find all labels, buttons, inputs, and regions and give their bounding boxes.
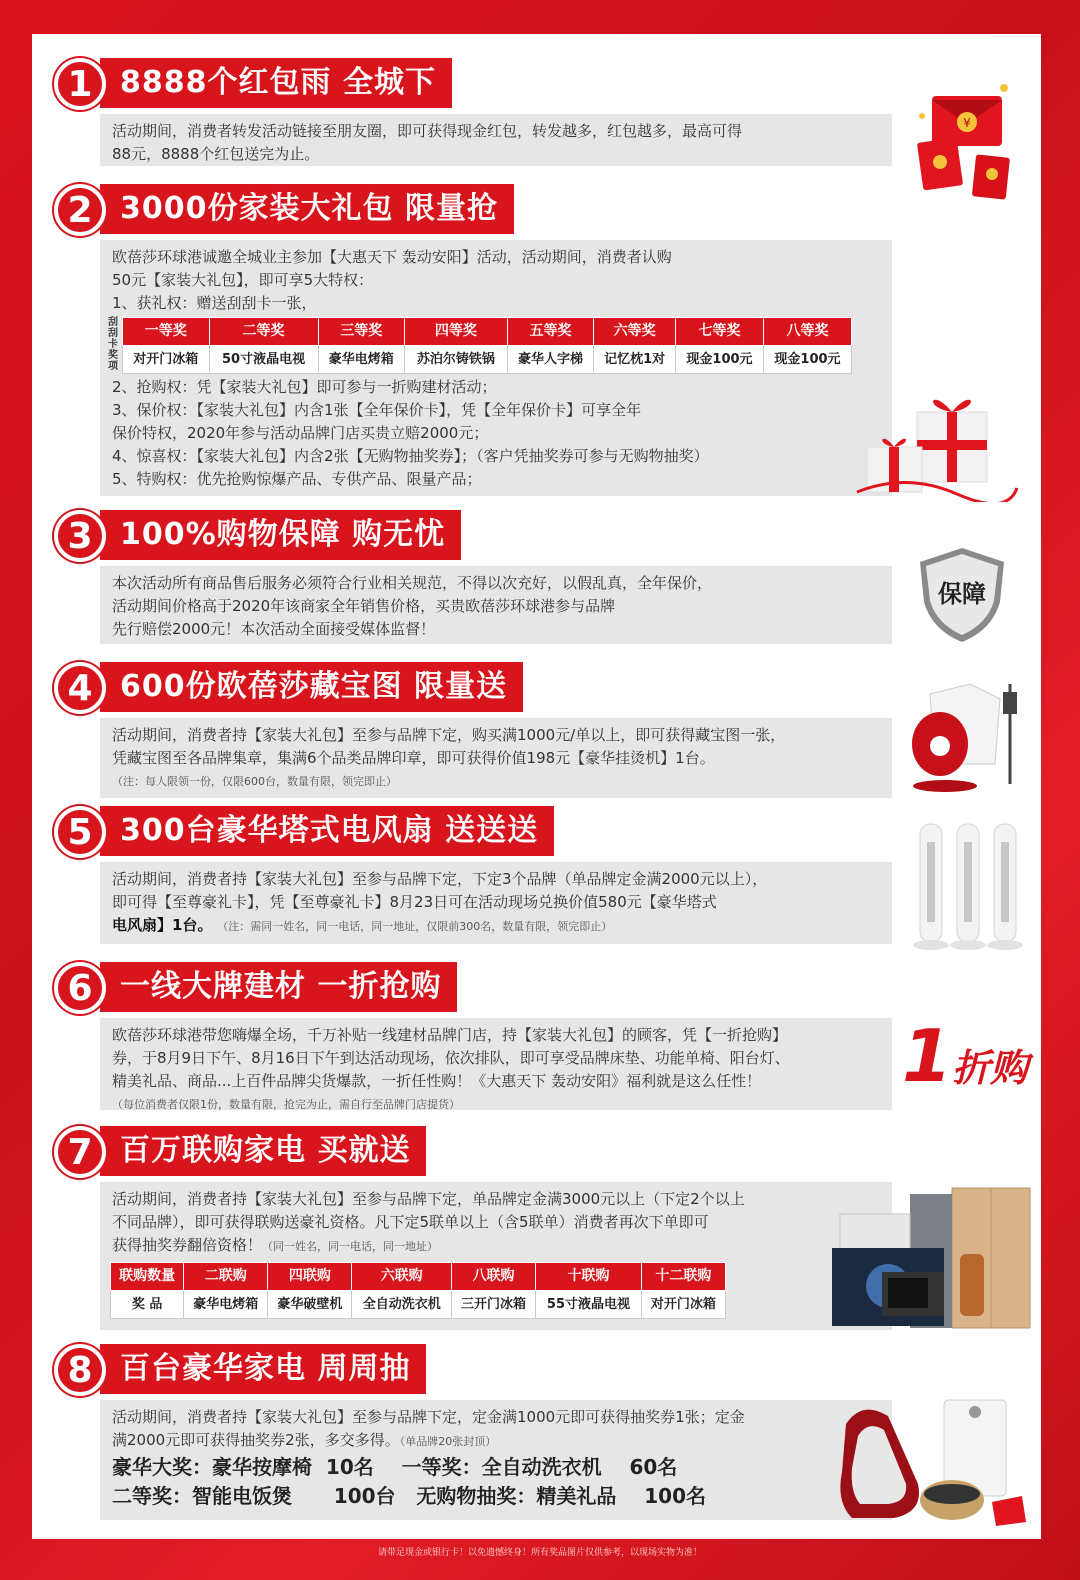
- prize-header: 六等奖: [594, 318, 676, 346]
- section-body: [100, 1400, 892, 1520]
- body-note: （每位消费者仅限1份，数量有限，抢完为止，需自行至品牌门店提货）: [112, 1098, 460, 1111]
- body-line: 5、特购权：优先抢购惊爆产品、专供产品、限量产品；: [112, 470, 482, 488]
- section-title: 8888个红包雨 全城下: [100, 58, 452, 108]
- scratch-prize-table: [122, 317, 852, 374]
- prize-item: 对开门冰箱: [123, 346, 210, 374]
- body-line: 活动期间，消费者转发活动链接至朋友圈，即可获得现金红包，转发越多，红包越多，最高可得: [112, 122, 743, 140]
- red-envelope-icon: [912, 76, 1022, 206]
- prize-line: 二等奖：智能电饭煲 100台 无购物抽奖：精美礼品 100名: [112, 1484, 707, 1508]
- body-line: 2、抢购权：凭【家装大礼包】即可参与一折购建材活动；: [112, 378, 497, 396]
- massage-chair-icon: [832, 1392, 1032, 1532]
- body-line: 欧蓓莎环球港带您嗨爆全场，千万补贴一线建材品牌门店，持【家装大礼包】的顾客，凭【一折抢购】: [112, 1026, 788, 1044]
- svg-text:¥: ¥: [963, 116, 971, 130]
- prize-item: 苏泊尔铸铁锅: [405, 346, 508, 374]
- body-line: 3、保价权：【家装大礼包】内含1张【全年保价卡】，凭【全年保价卡】可享全年: [112, 401, 642, 419]
- table-header: 联购数量: [111, 1263, 184, 1291]
- table-cell: 奖 品: [111, 1291, 184, 1319]
- section-body: [100, 1182, 892, 1330]
- table-cell: 三开门冰箱: [452, 1291, 536, 1319]
- section-number: 5: [54, 806, 106, 858]
- prize-header: 八等奖: [763, 318, 851, 346]
- body-note: （注：需同一姓名，同一电话，同一地址，仅限前300名，数量有限，领完即止）: [217, 920, 613, 933]
- section-title: 3000份家装大礼包 限量抢: [100, 184, 514, 234]
- section-body: [100, 240, 892, 496]
- body-text: 电风扇】1台。: [112, 916, 213, 934]
- section-number: 2: [54, 184, 106, 236]
- footer-notice: 请带足现金或银行卡！以免遗憾终身！所有奖品图片仅供参考，以现场实物为准！: [377, 1548, 702, 1558]
- prize-item: 豪华电烤箱: [318, 346, 405, 374]
- section-title: 百万联购家电 买就送: [100, 1126, 426, 1176]
- discount-stamp-number: 1: [902, 1014, 953, 1098]
- prize-header: 三等奖: [318, 318, 405, 346]
- content-panel: [32, 34, 1041, 1539]
- shield-label: 保障: [938, 580, 986, 608]
- body-line: 凭藏宝图至各品牌集章，集满6个品类品牌印章，即可获得价值198元【豪华挂烫机】1台。: [112, 749, 715, 767]
- table-cell: 55寸液晶电视: [536, 1291, 642, 1319]
- section-number: 1: [54, 58, 106, 110]
- body-line: 88元，8888个红包送完为止。: [112, 145, 320, 163]
- body-line: 即可得【至尊豪礼卡】，凭【至尊豪礼卡】8月23日可在活动现场兑换价值580元【豪华塔式: [112, 893, 717, 911]
- body-line: 保价特权，2020年参与活动品牌门店买贵立赔2000元；: [112, 424, 489, 442]
- section-title: 100%购物保障 购无忧: [100, 510, 461, 560]
- body-line: [112, 1429, 880, 1453]
- prize-header: 四等奖: [405, 318, 508, 346]
- body-line: 4、惊喜权：【家装大礼包】内含2张【无购物抽奖券】；（客户凭抽奖券可参与无购物抽奖）: [112, 447, 709, 465]
- body-line: 活动期间，消费者持【家装大礼包】至参与品牌下定，定金满1000元即可获得抽奖券1张；定金: [112, 1408, 745, 1426]
- body-line: 活动期间价格高于2020年该商家全年销售价格，买贵欧蓓莎环球港参与品牌: [112, 597, 616, 615]
- table-header: 四联购: [268, 1263, 352, 1291]
- section-title: 600份欧蓓莎藏宝图 限量送: [100, 662, 523, 712]
- body-note: （单品牌20张封顶）: [399, 1435, 497, 1448]
- table-cell: 对开门冰箱: [641, 1291, 725, 1319]
- home-appliances-icon: [832, 1184, 1032, 1334]
- body-line: 不同品牌），即可获得联购送豪礼资格。凡下定5联单以上（含5联单）消费者再次下单即可: [112, 1213, 709, 1231]
- body-line: 券，于8月9日下午、8月16日下午到达活动现场，依次排队，即可享受品牌床垫、功能单椅、阳台灯、: [112, 1049, 790, 1067]
- prize-header: 二等奖: [209, 318, 318, 346]
- section-number: 8: [54, 1344, 106, 1396]
- section-body: [100, 566, 892, 644]
- prize-header: 七等奖: [676, 318, 764, 346]
- prize-item: 50寸液晶电视: [209, 346, 318, 374]
- table-cell: 全自动洗衣机: [352, 1291, 452, 1319]
- section-body: [100, 718, 892, 798]
- table-header: 十二联购: [641, 1263, 725, 1291]
- body-line: 活动期间，消费者持【家装大礼包】至参与品牌下定，单品牌定金满3000元以上（下定2个以上: [112, 1190, 745, 1208]
- prize-header: 一等奖: [123, 318, 210, 346]
- body-note: （注：每人限领一份，仅限600台，数量有限，领完即止）: [112, 775, 397, 788]
- body-line: 精美礼品、商品...上百件品牌尖货爆款，一折任性购！《大惠天下 轰动安阳》福利就是这么任性！: [112, 1072, 762, 1090]
- table-header: 六联购: [352, 1263, 452, 1291]
- body-line: [112, 914, 880, 938]
- prize-header: 五等奖: [507, 318, 594, 346]
- body-line: 活动期间，消费者持【家装大礼包】至参与品牌下定，购买满1000元/单以上，即可获得藏宝图一张，: [112, 726, 786, 744]
- body-line: 本次活动所有商品售后服务必须符合行业相关规范，不得以次充好，以假乱真，全年保价，: [112, 574, 713, 592]
- body-text: 满2000元即可获得抽奖券2张，多交多得。: [112, 1431, 400, 1449]
- table-header: 八联购: [452, 1263, 536, 1291]
- table-header: 二联购: [184, 1263, 268, 1291]
- table-header: 十联购: [536, 1263, 642, 1291]
- body-line: [112, 1234, 880, 1258]
- scratch-card-label: 刮刮卡奖项: [108, 317, 118, 372]
- prize-item: 记忆枕1对: [594, 346, 676, 374]
- body-line: 欧蓓莎环球港诚邀全城业主参加【大惠天下 轰动安阳】活动，活动期间，消费者认购: [112, 248, 672, 266]
- body-text: 获得抽奖券翻倍资格！: [112, 1236, 263, 1254]
- prize-line: 豪华大奖：豪华按摩椅 10名 一等奖：全自动洗衣机 60名: [112, 1455, 678, 1479]
- prize-item: 豪华人字梯: [507, 346, 594, 374]
- section-body: [100, 1018, 892, 1110]
- body-line: 50元【家装大礼包】，即可享5大特权：: [112, 271, 374, 289]
- gift-box-icon: [847, 372, 1022, 502]
- section-number: 3: [54, 510, 106, 562]
- section-number: 7: [54, 1126, 106, 1178]
- prize-item: 现金100元: [676, 346, 764, 374]
- body-note: （同一姓名，同一电话，同一地址）: [262, 1240, 439, 1253]
- body-line: 1、获礼权：赠送刮刮卡一张，: [112, 294, 317, 312]
- section-title: 百台豪华家电 周周抽: [100, 1344, 426, 1394]
- section-number: 6: [54, 962, 106, 1014]
- table-cell: 豪华破壁机: [268, 1291, 352, 1319]
- tower-fan-icon: [912, 818, 1027, 953]
- discount-stamp-text: 折购: [952, 1046, 1029, 1090]
- section-body: [100, 114, 892, 166]
- garment-steamer-icon: [900, 674, 1030, 794]
- shield-icon: [912, 544, 1012, 644]
- section-title: 300台豪华塔式电风扇 送送送: [100, 806, 554, 856]
- discount-stamp: [902, 1016, 1032, 1096]
- section-title: 一线大牌建材 一折抢购: [100, 962, 457, 1012]
- table-cell: 豪华电烤箱: [184, 1291, 268, 1319]
- section-number: 4: [54, 662, 106, 714]
- prize-item: 现金100元: [763, 346, 851, 374]
- body-line: 活动期间，消费者持【家装大礼包】至参与品牌下定，下定3个品牌（单品牌定金满2000元以上），: [112, 870, 768, 888]
- scratch-card-prizes: [106, 317, 880, 374]
- section-body: [100, 862, 892, 944]
- joint-purchase-table: [110, 1262, 726, 1319]
- body-line: 先行赔偿2000元！本次活动全面接受媒体监督！: [112, 620, 436, 638]
